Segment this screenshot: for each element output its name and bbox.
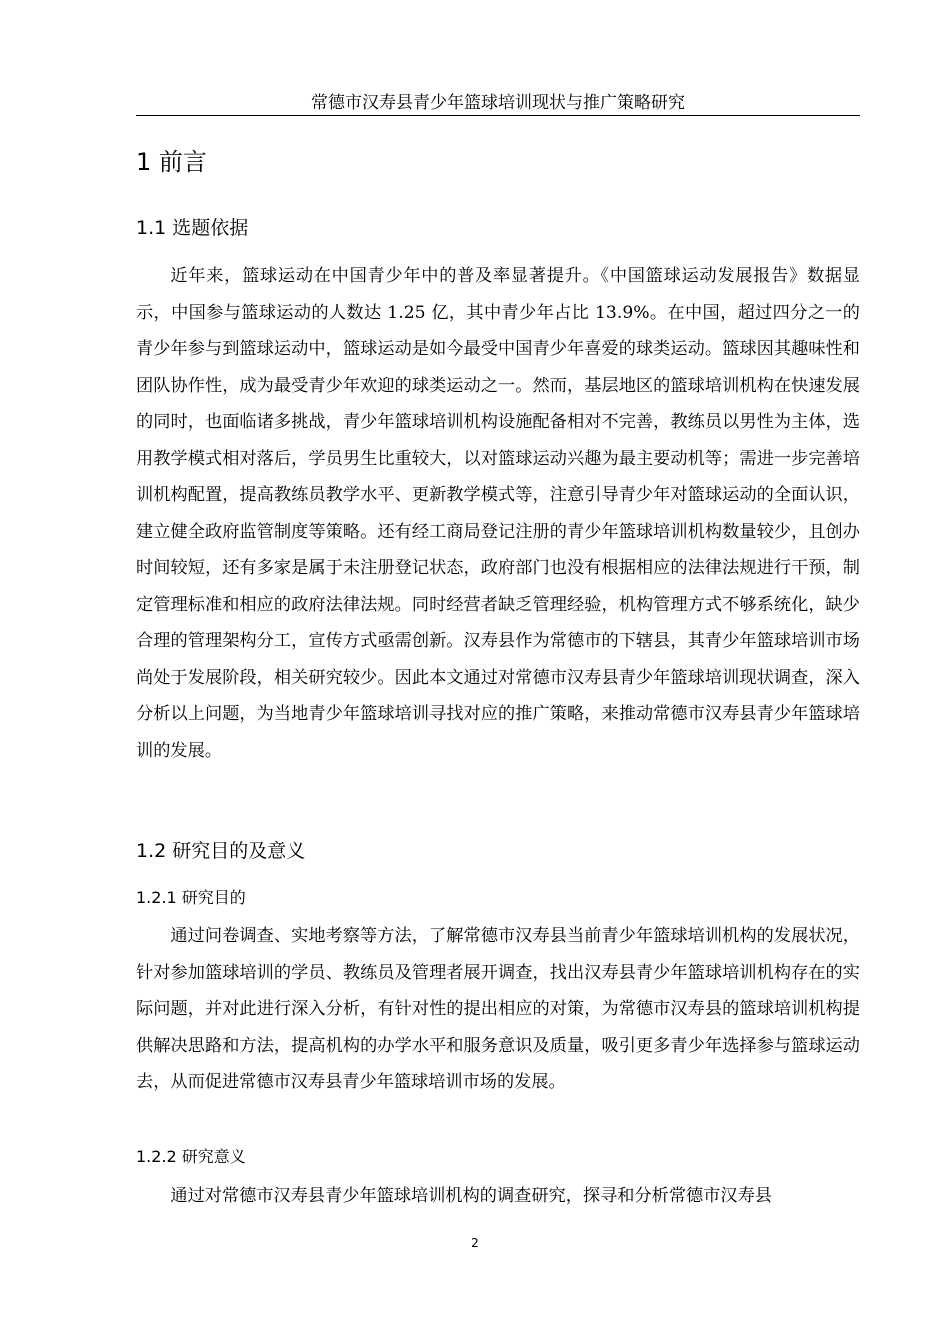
paragraph-significance: 通过对常德市汉寿县青少年篮球培训机构的调查研究，探寻和分析常德市汉寿县 bbox=[170, 1186, 772, 1206]
paragraph-topic-basis: 近年来，篮球运动在中国青少年中的普及率显著提升。《中国篮球运动发展报告》数据显示，中国参与篮球运动的人数达 1.25 亿，其中青少年占比 13.9%。在中国，超过四分之一的青少年参与到篮球运动中，篮球运动是如今最受中国青少年喜爱的球类运动。篮球因其趣味性和团队协作性，成为最受青少年欢迎的球类运动之一。然而，基层地区的篮球培训机构在快速发展的同时，也面临诸多挑战，青少年篮球培训机构设施配备相对不完善，教练员以男性为主体，选用教学模式相对落后，学员男生比重较大，以对篮球运动兴趣为最主要动机等；需进一步完善培训机构配置，提高教练员教学水平、更新教学模式等，注意引导青少年对篮球运动的全面认识，建立健全政府监管制度等策略。还有经工商局登记注册的青少年篮球培训机构数量较少，且创办时间较短，还有多家是属于未注册登记状态，政府部门也没有根据相应的法律法规进行干预，制定管理标准和相应的政府法律法规。同时经营者缺乏管理经验，机构管理方式不够系统化，缺少合理的管理架构分工，宣传方式亟需创新。汉寿县作为常德市的下辖县，其青少年篮球培训市场尚处于发展阶段，相关研究较少。因此本文通过对常德市汉寿县青少年篮球培训现状调查，深入分析以上问题，为当地青少年篮球培训寻找对应的推广策略，来推动常德市汉寿县青少年篮球培训的发展。 bbox=[136, 266, 860, 761]
heading-1-introduction: 1 前言 bbox=[136, 148, 207, 176]
heading-1-2-2-significance: 1.2.2 研究意义 bbox=[136, 1147, 246, 1166]
header-divider bbox=[136, 115, 860, 116]
paragraph-purpose: 通过问卷调查、实地考察等方法，了解常德市汉寿县当前青少年篮球培训机构的发展状况，针对参加篮球培训的学员、教练员及管理者展开调查，找出汉寿县青少年篮球培训机构存在的实际问题，并对此进行深入分析，有针对性的提出相应的对策，为常德市汉寿县的篮球培训机构提供解决思路和方法，提高机构的办学水平和服务意识及质量，吸引更多青少年选择参与篮球运动去，从而促进常德市汉寿县青少年篮球培训市场的发展。 bbox=[136, 926, 860, 1092]
heading-1-2-1-purpose: 1.2.1 研究目的 bbox=[136, 888, 246, 907]
heading-1-2-purpose-significance: 1.2 研究目的及意义 bbox=[136, 840, 306, 862]
page-number: 2 bbox=[471, 1236, 479, 1250]
running-header-title: 常德市汉寿县青少年篮球培训现状与推广策略研究 bbox=[311, 93, 685, 113]
heading-1-1-topic-basis: 1.1 选题依据 bbox=[136, 217, 249, 239]
